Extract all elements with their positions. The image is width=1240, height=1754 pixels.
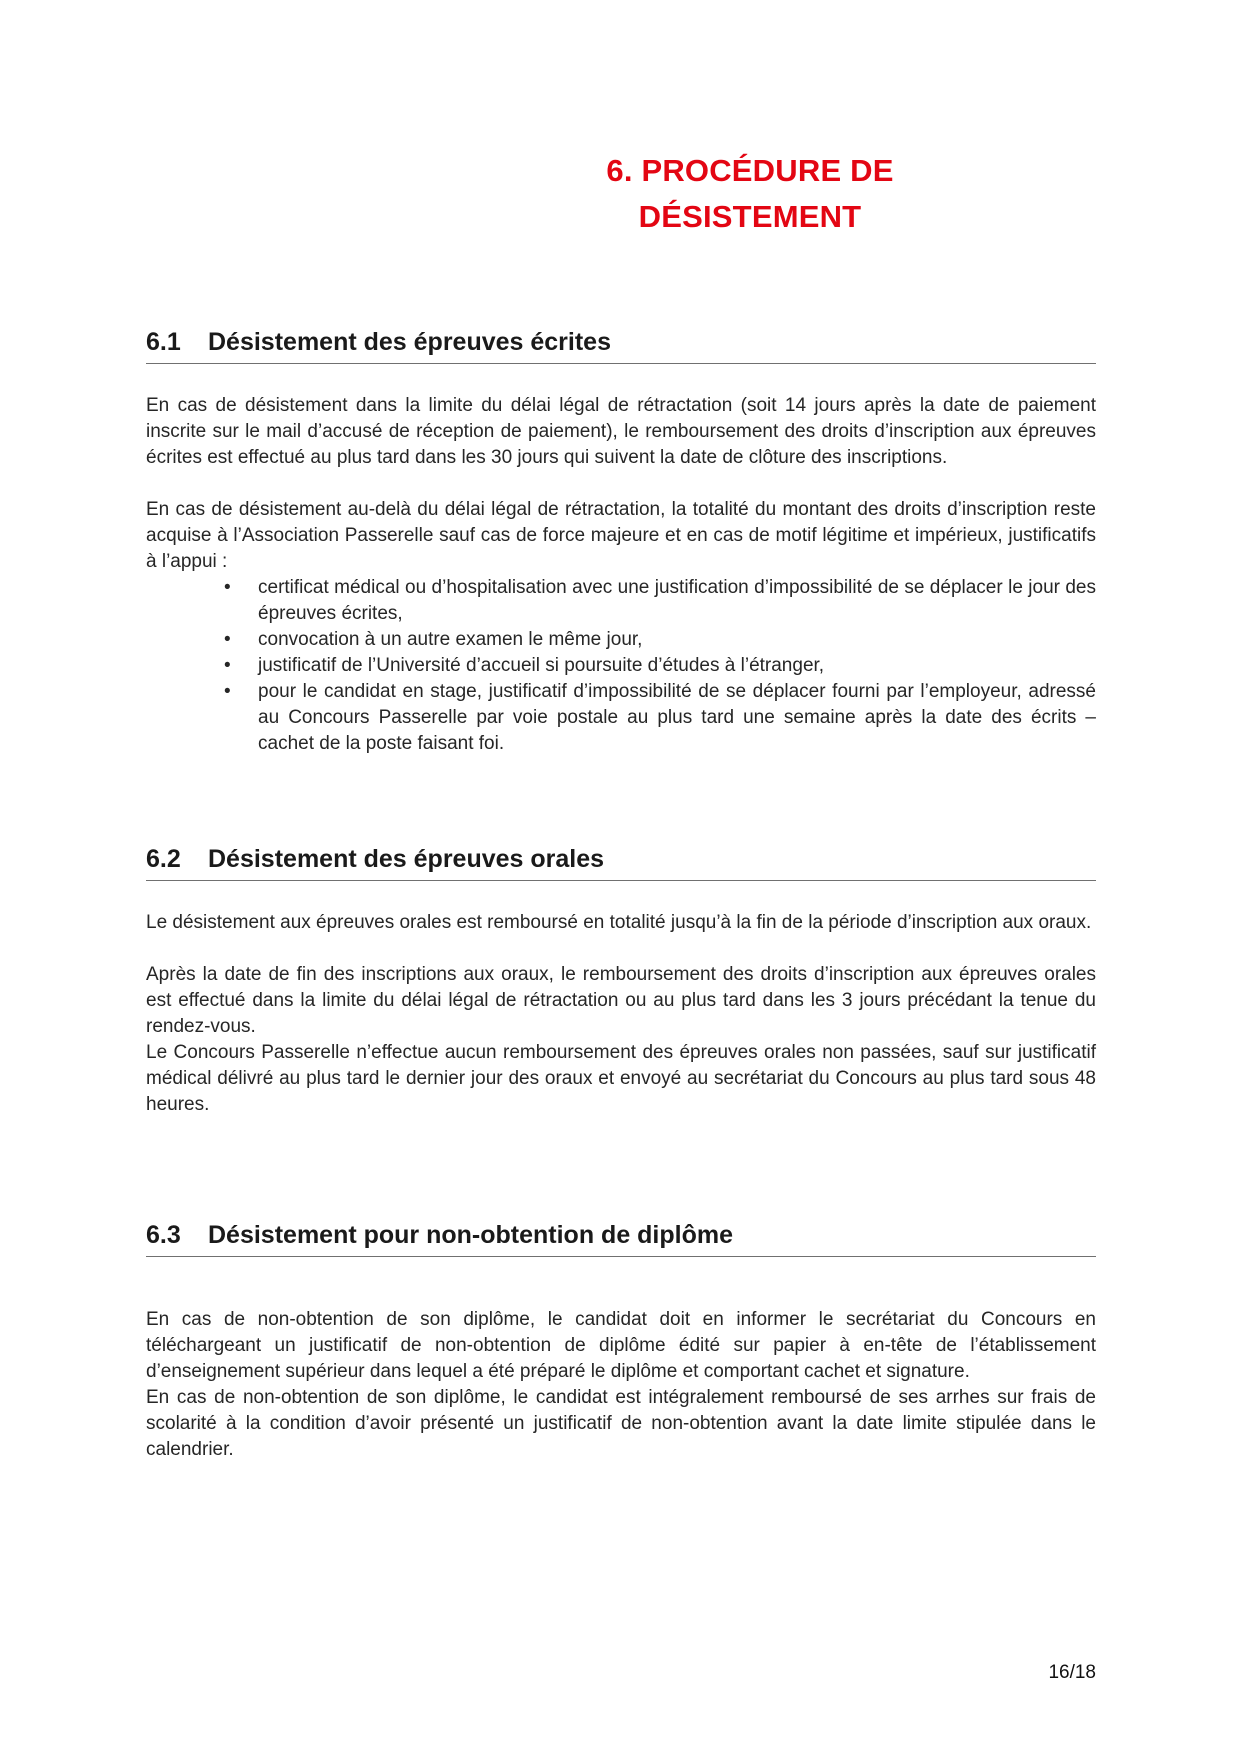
paragraph: En cas de non-obtention de son diplôme, le candidat est intégralement remboursé de ses arrhes sur frais de scolarité à la condition d’avoir présenté un justificatif de non-obtention avant la date limite stipulée dans le calendrier.	[146, 1387, 1096, 1460]
section-6-3	[146, 1218, 1096, 1463]
section-title: Désistement pour non-obtention de diplôme	[208, 1221, 733, 1249]
section-heading	[146, 325, 1096, 364]
paragraph: Le Concours Passerelle n’effectue aucun remboursement des épreuves orales non passées, sauf sur justificatif médical délivré au plus tard le dernier jour des oraux et envoyé au secrétariat du Concours au plus tard sous 48 heures.	[146, 1042, 1096, 1115]
paragraph: En cas de désistement dans la limite du délai légal de rétractation (soit 14 jours après la date de paiement inscrite sur le mail d’accusé de réception de paiement), le remboursement des droits d’inscription aux épreuves écrites est effectué au plus tard dans les 30 jours qui suivent la date de clôture des inscriptions.	[146, 395, 1096, 468]
section-title: Désistement des épreuves écrites	[208, 328, 611, 356]
section-number: 6.1	[146, 328, 181, 356]
paragraph: Après la date de fin des inscriptions aux oraux, le remboursement des droits d’inscription aux épreuves orales est effectué dans la limite du délai légal de rétractation ou au plus tard dans les 3 jours précédant la tenue du rendez-vous.	[146, 964, 1096, 1037]
list-item-text: convocation à un autre examen le même jour,	[258, 629, 643, 650]
paragraph: En cas de désistement au-delà du délai légal de rétractation, la totalité du montant des droits d’inscription reste acquise à l’Association Passerelle sauf cas de force majeure et en cas de motif légitime et impérieux, justificatifs à l’appui :	[146, 499, 1096, 572]
bullet-icon: •	[224, 577, 231, 598]
list-item	[146, 653, 1096, 679]
section-number: 6.3	[146, 1221, 181, 1249]
section-title: Désistement des épreuves orales	[208, 845, 605, 873]
bullet-icon: •	[224, 629, 231, 650]
paragraph: En cas de non-obtention de son diplôme, le candidat doit en informer le secrétariat du Concours en téléchargeant un justificatif de non-obtention de diplôme édité sur papier à en-tête de l’établissement d’enseignement supérieur dans lequel a été préparé le diplôme et comportant cachet et signature.	[146, 1309, 1096, 1382]
bullet-list	[146, 575, 1096, 757]
bullet-icon: •	[224, 681, 231, 702]
paragraph: Le désistement aux épreuves orales est remboursé en totalité jusqu’à la fin de la période d’inscription aux oraux.	[146, 912, 1092, 933]
list-item-text: certificat médical ou d’hospitalisation avec une justification d’impossibilité de se déplacer le jour des épreuves écrites,	[258, 577, 1096, 624]
list-item	[146, 627, 1096, 653]
list-item	[146, 575, 1096, 627]
page-number: 16/18	[1048, 1662, 1096, 1683]
section-heading	[146, 1218, 1096, 1257]
list-item	[146, 679, 1096, 757]
section-6-1	[146, 325, 1096, 757]
list-item-text: pour le candidat en stage, justificatif d’impossibilité de se déplacer fourni par l’employeur, adressé au Concours Passerelle par voie postale au plus tard une semaine après la date des écrits – cachet de la poste faisant foi.	[258, 681, 1096, 754]
section-6-2	[146, 842, 1096, 1118]
chapter-title	[520, 148, 980, 240]
chapter-title-line-2: DÉSISTEMENT	[638, 199, 862, 234]
section-heading	[146, 842, 1096, 881]
bullet-icon: •	[224, 655, 231, 676]
section-number: 6.2	[146, 845, 181, 873]
list-item-text: justificatif de l’Université d’accueil si poursuite d’études à l’étranger,	[258, 655, 825, 676]
chapter-title-line-1: 6. PROCÉDURE DE	[606, 153, 894, 188]
